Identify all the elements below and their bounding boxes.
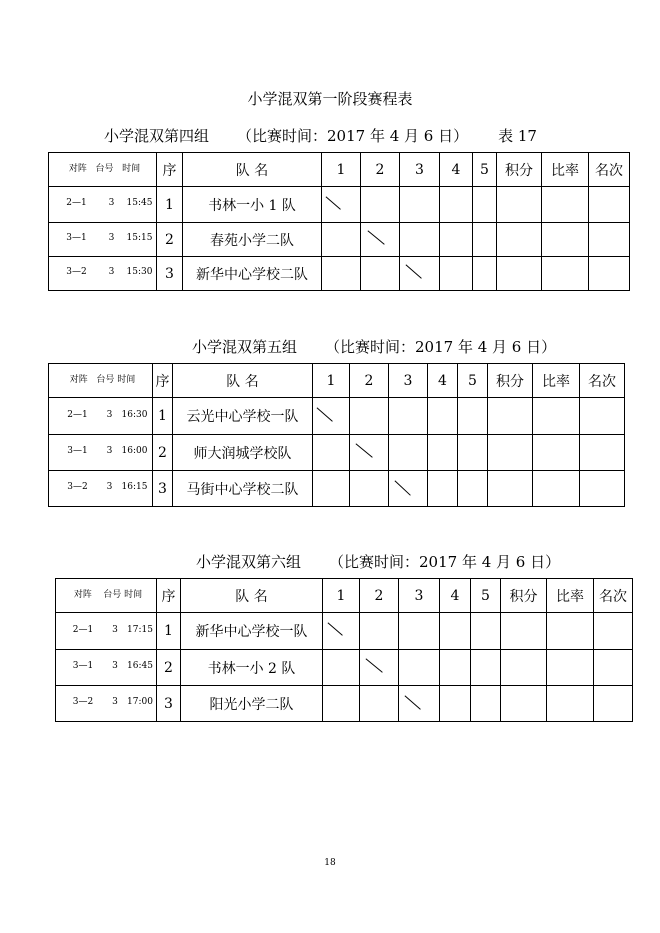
round-header: 5 xyxy=(471,579,501,613)
score-cell xyxy=(458,471,488,507)
round-header: 3 xyxy=(389,364,428,398)
rank-cell xyxy=(594,686,633,722)
team-name: 阳光小学二队 xyxy=(181,686,323,722)
table-row xyxy=(49,471,625,507)
score-cell xyxy=(389,398,428,435)
group-4-table xyxy=(48,152,630,291)
group-name: 小学混双第六组 xyxy=(196,553,302,571)
score-cell xyxy=(471,613,501,650)
ratio-header: 比率 xyxy=(533,364,580,398)
ratio-cell xyxy=(542,257,589,291)
seq-cell: 2 xyxy=(157,223,183,257)
ratio-cell xyxy=(533,398,580,435)
team-name: 书林一小 2 队 xyxy=(181,650,323,686)
ratio-cell xyxy=(547,686,594,722)
diagonal-cell xyxy=(389,471,428,507)
score-cell xyxy=(471,650,501,686)
rank-cell xyxy=(594,650,633,686)
score-cell xyxy=(360,613,399,650)
group-time: （比赛时间：2017 年 4 月 6 日） xyxy=(325,338,557,356)
meta-header: 对阵 台号 时间 xyxy=(49,364,153,398)
score-cell xyxy=(350,471,389,507)
table-row xyxy=(56,686,633,722)
diagonal-cell xyxy=(323,613,360,650)
group-6-title xyxy=(196,551,560,572)
score-cell xyxy=(473,223,497,257)
round-header: 2 xyxy=(350,364,389,398)
diagonal-cell xyxy=(322,187,361,223)
score-cell xyxy=(471,686,501,722)
points-cell xyxy=(488,398,533,435)
ratio-cell xyxy=(533,471,580,507)
match-info: 3—1 3 15:15 xyxy=(49,223,157,257)
score-cell xyxy=(473,187,497,223)
diagonal-cell xyxy=(313,398,350,435)
points-cell xyxy=(497,223,542,257)
rank-cell xyxy=(580,398,625,435)
round-header: 2 xyxy=(361,153,400,187)
score-cell xyxy=(361,187,400,223)
round-header: 4 xyxy=(440,579,471,613)
ratio-cell xyxy=(542,223,589,257)
document-title: 小学混双第一阶段赛程表 xyxy=(247,90,413,108)
seq-cell: 3 xyxy=(157,686,181,722)
ratio-header: 比率 xyxy=(547,579,594,613)
round-header: 2 xyxy=(360,579,399,613)
points-header: 积分 xyxy=(488,364,533,398)
team-name: 书林一小 1 队 xyxy=(183,187,322,223)
diagonal-cell xyxy=(399,686,440,722)
score-cell xyxy=(428,435,458,471)
points-cell xyxy=(501,650,547,686)
group-5-title xyxy=(192,336,556,357)
points-cell xyxy=(501,686,547,722)
points-cell xyxy=(501,613,547,650)
match-info: 2—1 3 16:30 xyxy=(49,398,153,435)
score-cell xyxy=(399,650,440,686)
meta-header: 对阵 台号 时间 xyxy=(49,153,157,187)
score-cell xyxy=(350,398,389,435)
match-info: 2—1 3 15:45 xyxy=(49,187,157,223)
group-4-title xyxy=(104,125,537,146)
team-header: 队 名 xyxy=(173,364,313,398)
score-cell xyxy=(322,257,361,291)
seq-cell: 1 xyxy=(157,613,181,650)
round-header: 4 xyxy=(428,364,458,398)
score-cell xyxy=(399,613,440,650)
score-cell xyxy=(323,686,360,722)
seq-cell: 3 xyxy=(153,471,173,507)
ratio-cell xyxy=(547,613,594,650)
match-info: 3—2 3 17:00 xyxy=(56,686,157,722)
score-cell xyxy=(440,650,471,686)
score-cell xyxy=(473,257,497,291)
score-cell xyxy=(361,257,400,291)
team-name: 马街中心学校二队 xyxy=(173,471,313,507)
team-name: 云光中心学校一队 xyxy=(173,398,313,435)
round-header: 1 xyxy=(313,364,350,398)
score-cell xyxy=(428,398,458,435)
score-cell xyxy=(458,435,488,471)
table-row xyxy=(56,613,633,650)
round-header: 3 xyxy=(400,153,440,187)
diagonal-cell xyxy=(350,435,389,471)
rank-cell xyxy=(580,471,625,507)
score-cell xyxy=(428,471,458,507)
rank-cell xyxy=(594,613,633,650)
score-cell xyxy=(440,257,473,291)
score-cell xyxy=(440,613,471,650)
seq-cell: 1 xyxy=(157,187,183,223)
team-header: 队 名 xyxy=(183,153,322,187)
ratio-cell xyxy=(533,435,580,471)
table-row xyxy=(56,650,633,686)
round-header: 1 xyxy=(322,153,361,187)
ratio-header: 比率 xyxy=(542,153,589,187)
table-row xyxy=(49,187,630,223)
meta-header: 对阵 台号 时间 xyxy=(56,579,157,613)
score-cell xyxy=(440,223,473,257)
team-header: 队 名 xyxy=(181,579,323,613)
page-number: 18 xyxy=(324,858,336,868)
table-row xyxy=(49,223,630,257)
table-number: 表 17 xyxy=(498,127,537,145)
score-cell xyxy=(313,435,350,471)
match-info: 3—2 3 15:30 xyxy=(49,257,157,291)
rank-header: 名次 xyxy=(580,364,625,398)
group-time: （比赛时间：2017 年 4 月 6 日） xyxy=(237,127,469,145)
points-cell xyxy=(488,435,533,471)
table-row xyxy=(49,435,625,471)
team-name: 新华中心学校二队 xyxy=(183,257,322,291)
rank-header: 名次 xyxy=(589,153,630,187)
round-header: 5 xyxy=(473,153,497,187)
seq-cell: 1 xyxy=(153,398,173,435)
rank-header: 名次 xyxy=(594,579,633,613)
points-header: 积分 xyxy=(497,153,542,187)
seq-header: 序 xyxy=(153,364,173,398)
ratio-cell xyxy=(547,650,594,686)
match-info: 3—2 3 16:15 xyxy=(49,471,153,507)
match-info: 3—1 3 16:00 xyxy=(49,435,153,471)
match-info: 2—1 3 17:15 xyxy=(56,613,157,650)
round-header: 5 xyxy=(458,364,488,398)
group-name: 小学混双第四组 xyxy=(104,127,210,145)
diagonal-cell xyxy=(361,223,400,257)
score-cell xyxy=(400,223,440,257)
team-name: 春苑小学二队 xyxy=(183,223,322,257)
rank-cell xyxy=(589,187,630,223)
team-name: 新华中心学校一队 xyxy=(181,613,323,650)
points-cell xyxy=(488,471,533,507)
seq-cell: 2 xyxy=(157,650,181,686)
diagonal-cell xyxy=(400,257,440,291)
group-name: 小学混双第五组 xyxy=(192,338,298,356)
seq-header: 序 xyxy=(157,579,181,613)
rank-cell xyxy=(589,257,630,291)
team-name: 师大润城学校队 xyxy=(173,435,313,471)
score-cell xyxy=(360,686,399,722)
points-cell xyxy=(497,187,542,223)
table-row xyxy=(49,257,630,291)
round-header: 4 xyxy=(440,153,473,187)
score-cell xyxy=(440,686,471,722)
group-6-table xyxy=(55,578,633,722)
table-row xyxy=(49,398,625,435)
score-cell xyxy=(389,435,428,471)
score-cell xyxy=(400,187,440,223)
group-5-table xyxy=(48,363,625,507)
score-cell xyxy=(313,471,350,507)
seq-header: 序 xyxy=(157,153,183,187)
seq-cell: 3 xyxy=(157,257,183,291)
round-header: 1 xyxy=(323,579,360,613)
score-cell xyxy=(440,187,473,223)
score-cell xyxy=(323,650,360,686)
rank-cell xyxy=(589,223,630,257)
score-cell xyxy=(458,398,488,435)
seq-cell: 2 xyxy=(153,435,173,471)
round-header: 3 xyxy=(399,579,440,613)
match-info: 3—1 3 16:45 xyxy=(56,650,157,686)
diagonal-cell xyxy=(360,650,399,686)
ratio-cell xyxy=(542,187,589,223)
points-cell xyxy=(497,257,542,291)
score-cell xyxy=(322,223,361,257)
rank-cell xyxy=(580,435,625,471)
group-time: （比赛时间：2017 年 4 月 6 日） xyxy=(329,553,561,571)
points-header: 积分 xyxy=(501,579,547,613)
